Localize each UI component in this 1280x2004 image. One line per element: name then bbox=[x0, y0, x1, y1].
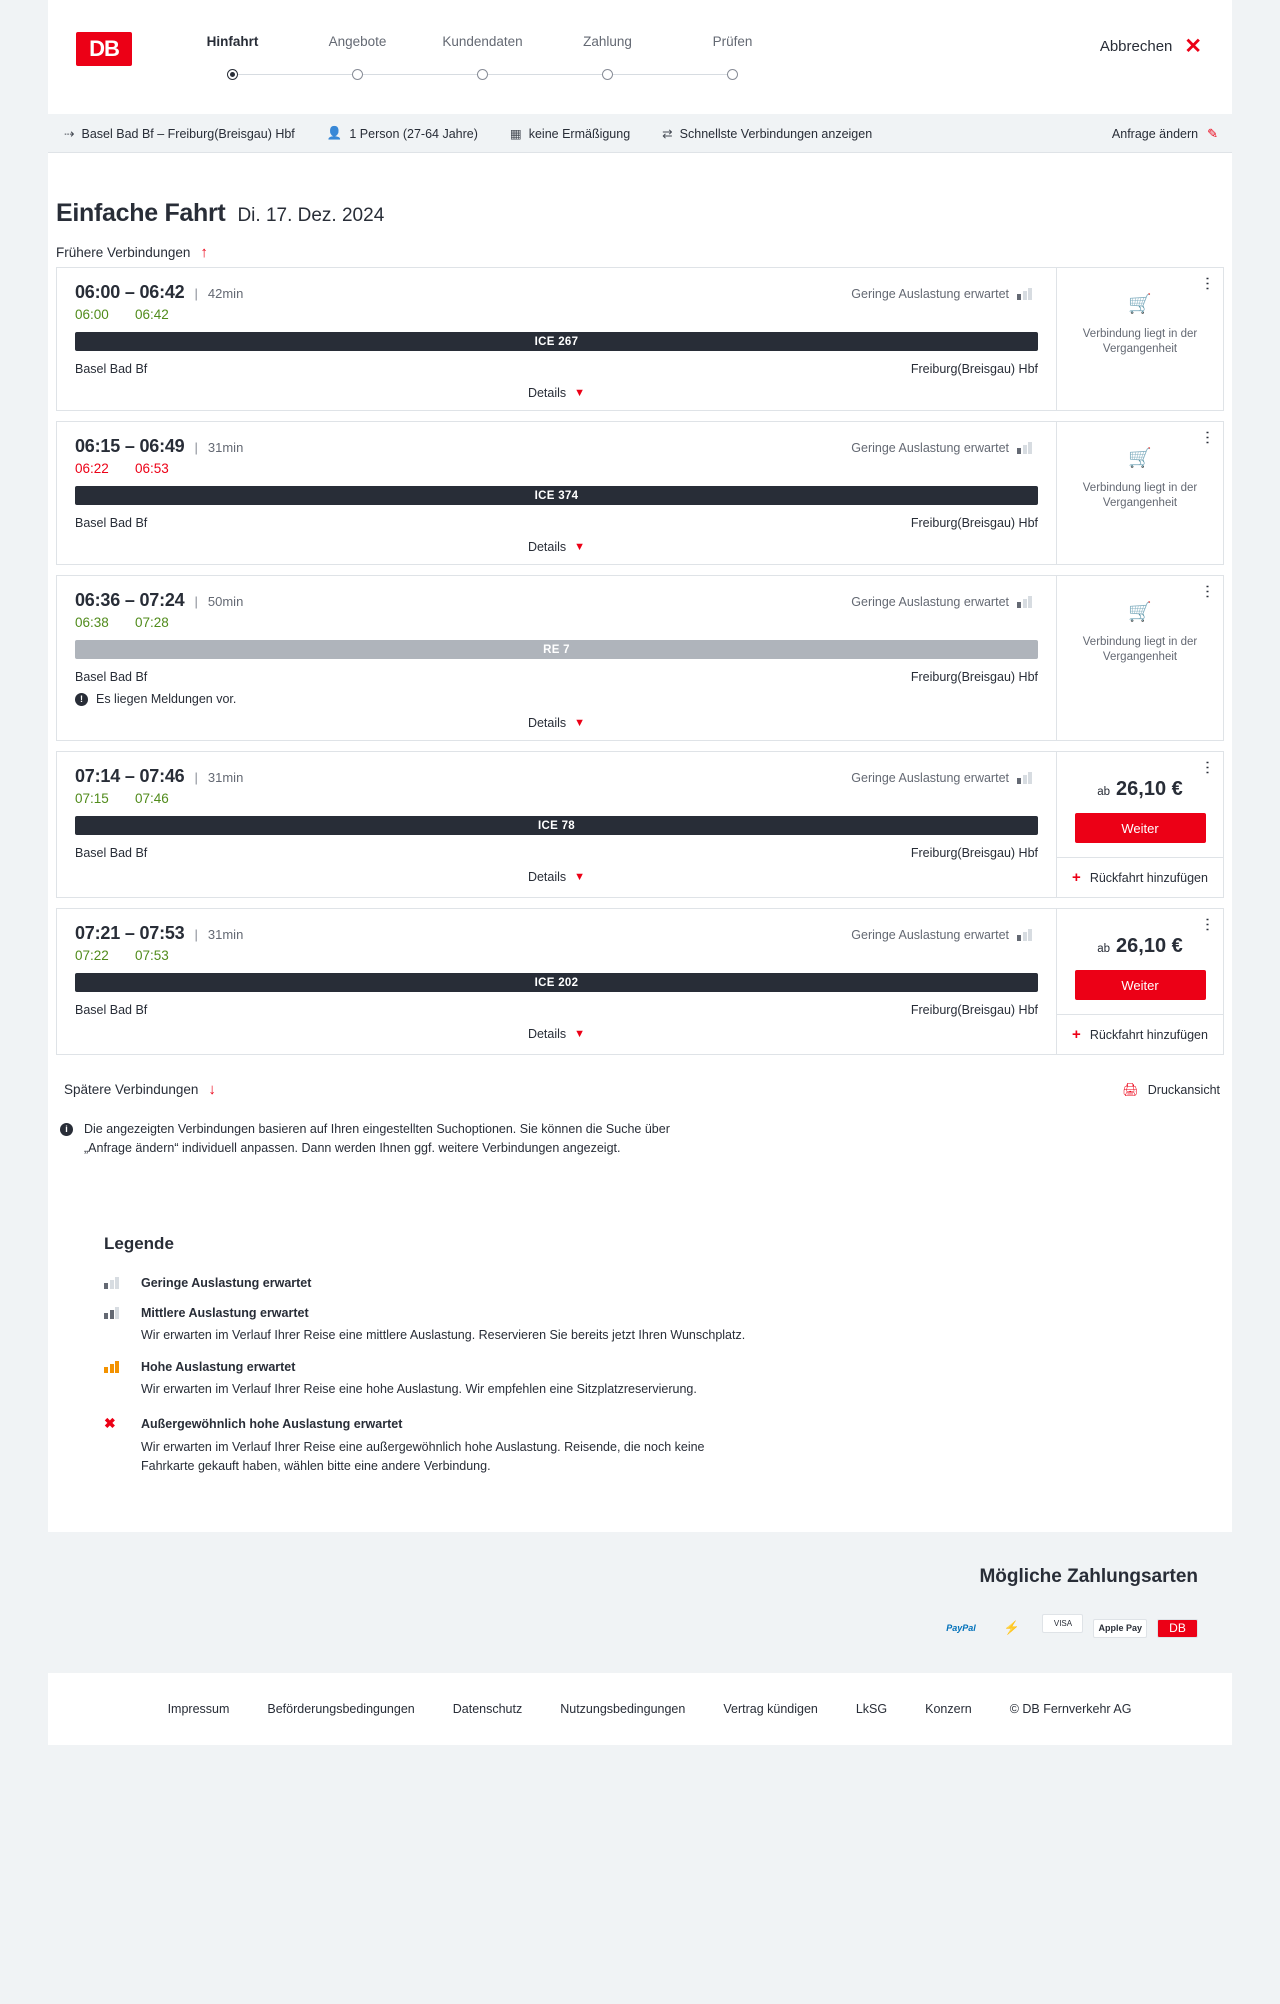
add-return-label: Rückfahrt hinzufügen bbox=[1089, 1027, 1208, 1042]
payment-title: Mögliche Zahlungsarten bbox=[979, 1565, 1198, 1587]
step-dot[interactable] bbox=[227, 69, 238, 80]
arrow-down-icon: ↓ bbox=[208, 1081, 216, 1098]
from-station: Basel Bad Bf bbox=[75, 846, 148, 860]
separator: | bbox=[194, 770, 198, 785]
db-payment-icon: DB bbox=[1157, 1619, 1198, 1638]
to-station: Freiburg(Breisgau) Hbf bbox=[910, 1003, 1038, 1017]
past-connection-text: Verbindung liegt in der Vergangenheit bbox=[1082, 481, 1198, 510]
print-view-label: Druckansicht bbox=[1147, 1082, 1220, 1097]
stations bbox=[75, 1003, 1038, 1017]
step-dot[interactable] bbox=[727, 69, 738, 80]
connection-action-panel bbox=[1056, 752, 1223, 897]
occupancy-bars-icon bbox=[1017, 442, 1038, 454]
occupancy-low-icon bbox=[104, 1277, 125, 1289]
sort-icon: ⇄ bbox=[662, 127, 673, 141]
step-2[interactable] bbox=[295, 34, 420, 89]
separator: | bbox=[194, 594, 198, 609]
add-return-label: Rückfahrt hinzufügen bbox=[1089, 870, 1208, 885]
legend-item-head bbox=[104, 1415, 1232, 1432]
connection-details bbox=[57, 422, 1056, 564]
from-station: Basel Bad Bf bbox=[75, 1003, 148, 1017]
occupancy-bars-icon bbox=[1017, 929, 1038, 941]
step-dot-wrap bbox=[670, 59, 795, 89]
cart-disabled-icon: 🛒 bbox=[1128, 294, 1152, 315]
db-logo[interactable]: DB bbox=[76, 32, 132, 66]
occupancy-label: Geringe Auslastung erwartet bbox=[851, 928, 1009, 942]
connection-details bbox=[57, 268, 1056, 410]
step-label: Prüfen bbox=[712, 34, 753, 49]
travel-date: Di. 17. Dez. 2024 bbox=[237, 205, 385, 226]
actual-times bbox=[75, 948, 1038, 963]
legend-item-desc: Wir erwarten im Verlauf Ihrer Reise eine mittlere Auslastung. Reservieren Sie bereits jetzt Ihren Wunschplatz. bbox=[141, 1327, 746, 1342]
summary-travellers[interactable] bbox=[311, 126, 494, 141]
search-summary-bar bbox=[48, 115, 1232, 153]
footer-link-5[interactable]: Vertrag kündigen bbox=[723, 1701, 818, 1716]
sofort-icon: ⚡ bbox=[991, 1619, 1032, 1638]
add-return-button[interactable] bbox=[1057, 857, 1223, 897]
route-arrow-icon: ⇢ bbox=[64, 127, 75, 141]
price-amount: 26,10 € bbox=[1116, 935, 1183, 957]
results-heading bbox=[48, 153, 1232, 228]
departure-time: 06:00 bbox=[75, 307, 109, 322]
separator: | bbox=[194, 286, 198, 301]
more-options-icon[interactable]: ⋯ bbox=[1199, 917, 1216, 932]
connection-header bbox=[75, 766, 1038, 787]
edit-search-label: Anfrage ändern bbox=[1111, 126, 1199, 141]
time-range: 07:21 – 07:53 bbox=[75, 923, 185, 943]
checkout-stepper bbox=[170, 34, 795, 89]
cart-disabled-icon: 🛒 bbox=[1128, 602, 1152, 623]
past-connection-text: Verbindung liegt in der Vergangenheit bbox=[1082, 327, 1198, 356]
footer-link-2[interactable]: Beförderungsbedingungen bbox=[267, 1701, 415, 1716]
earlier-connections-label: Frühere Verbindungen bbox=[56, 245, 191, 260]
details-toggle[interactable] bbox=[75, 530, 1038, 556]
footer-links bbox=[149, 1702, 991, 1716]
details-label: Details bbox=[527, 716, 567, 730]
past-connection-note bbox=[1057, 592, 1223, 666]
legend-item-label: Hohe Auslastung erwartet bbox=[141, 1360, 296, 1375]
duration: 31min bbox=[207, 770, 244, 785]
occupancy-label: Geringe Auslastung erwartet bbox=[851, 441, 1009, 455]
details-toggle[interactable] bbox=[75, 1017, 1038, 1043]
footer-link-4[interactable]: Nutzungsbedingungen bbox=[560, 1701, 686, 1716]
continue-button[interactable]: Weiter bbox=[1075, 813, 1206, 843]
details-label: Details bbox=[527, 386, 567, 400]
footer-link-7[interactable]: Konzern bbox=[925, 1701, 972, 1716]
details-label: Details bbox=[527, 1027, 567, 1041]
separator: | bbox=[194, 927, 198, 942]
connection-action-panel bbox=[1056, 268, 1223, 410]
legend-title: Legende bbox=[104, 1233, 174, 1253]
summary-sorting-label: Schnellste Verbindungen anzeigen bbox=[679, 126, 873, 141]
occupancy-bars-icon bbox=[1017, 288, 1038, 300]
more-options-icon[interactable]: ⋯ bbox=[1199, 430, 1216, 445]
connection-header bbox=[75, 436, 1038, 457]
arrival-time: 06:42 bbox=[135, 307, 169, 322]
legend-item-label: Außergewöhnlich hohe Auslastung erwartet bbox=[141, 1416, 403, 1431]
actual-times bbox=[75, 461, 1038, 476]
later-connections-button[interactable] bbox=[56, 1065, 216, 1104]
past-connection-note bbox=[1057, 284, 1223, 358]
cart-disabled-icon: 🛒 bbox=[1128, 448, 1152, 469]
legend-item-desc: Wir erwarten im Verlauf Ihrer Reise eine hohe Auslastung. Wir empfehlen eine Sitzplatzreservierung. bbox=[141, 1382, 697, 1397]
cancel-label: Abbrechen bbox=[1099, 38, 1173, 55]
details-label: Details bbox=[527, 540, 567, 554]
page-footer bbox=[48, 1673, 1232, 1745]
duration: 50min bbox=[207, 594, 244, 609]
arrival-time: 06:53 bbox=[135, 461, 169, 476]
summary-travellers-label: 1 Person (27-64 Jahre) bbox=[349, 126, 478, 141]
card-icon: ▦ bbox=[509, 127, 522, 141]
connection-card[interactable] bbox=[56, 421, 1224, 565]
results-bottom-row bbox=[48, 1065, 1232, 1104]
past-connection-text: Verbindung liegt in der Vergangenheit bbox=[1082, 635, 1198, 664]
search-hint-text: Die angezeigten Verbindungen basieren auf Ihren eingestellten Suchoptionen. Sie können die Suche über „Anfrage ändern“ individuell anpassen. Dann werden Ihnen ggf. weitere Verbindungen angezeigt. bbox=[84, 1122, 670, 1155]
connection-details bbox=[57, 752, 1056, 897]
stations bbox=[75, 516, 1038, 530]
footer-link-1[interactable]: Impressum bbox=[167, 1701, 230, 1716]
details-label: Details bbox=[527, 870, 567, 884]
connection-card[interactable] bbox=[56, 575, 1224, 741]
connection-list bbox=[48, 267, 1232, 1055]
cancel-button[interactable] bbox=[1100, 36, 1202, 57]
train-badge[interactable]: ICE 267 bbox=[75, 332, 1038, 351]
legend-items bbox=[104, 1276, 1232, 1476]
occupancy bbox=[851, 441, 1038, 455]
step-dot[interactable] bbox=[352, 69, 363, 80]
continue-button[interactable]: Weiter bbox=[1075, 970, 1206, 1000]
earlier-connections-button[interactable] bbox=[48, 228, 1232, 267]
occupancy bbox=[851, 287, 1038, 301]
connection-header bbox=[75, 282, 1038, 303]
step-1[interactable] bbox=[170, 34, 295, 89]
step-label: Hinfahrt bbox=[206, 34, 259, 49]
details-toggle[interactable] bbox=[75, 706, 1038, 732]
footer-link-3[interactable]: Datenschutz bbox=[452, 1701, 523, 1716]
more-options-icon[interactable]: ⋯ bbox=[1199, 760, 1216, 775]
occupancy-bars-icon bbox=[1017, 596, 1038, 608]
departure-time: 07:15 bbox=[75, 791, 109, 806]
legend-item bbox=[104, 1306, 1232, 1345]
close-icon[interactable]: ✕ bbox=[1184, 35, 1202, 58]
legend-item bbox=[104, 1360, 1232, 1399]
summary-discount[interactable] bbox=[494, 126, 646, 141]
step-dot-wrap bbox=[170, 59, 295, 89]
departure-time: 06:38 bbox=[75, 615, 109, 630]
chevron-down-icon: ▼ bbox=[574, 1028, 586, 1040]
price-prefix: ab bbox=[1097, 786, 1111, 798]
occupancy-high-icon bbox=[104, 1361, 125, 1373]
chevron-down-icon: ▼ bbox=[574, 541, 586, 553]
stations bbox=[75, 670, 1038, 684]
plus-icon: + bbox=[1072, 1026, 1081, 1043]
info-icon: i bbox=[60, 1123, 73, 1136]
legend-section bbox=[48, 1190, 1232, 1532]
legend-item-label: Mittlere Auslastung erwartet bbox=[141, 1305, 309, 1320]
creditcard-icon: VISA bbox=[1042, 1614, 1083, 1633]
arrow-up-icon: ↑ bbox=[200, 244, 208, 261]
time-range: 06:36 – 07:24 bbox=[75, 590, 185, 610]
step-dot-wrap bbox=[420, 59, 545, 89]
occupancy bbox=[851, 771, 1038, 785]
time-range: 07:14 – 07:46 bbox=[75, 766, 185, 786]
results-main bbox=[48, 153, 1232, 1190]
legend-item-head bbox=[104, 1306, 1232, 1320]
price-prefix: ab bbox=[1097, 943, 1111, 955]
departure-time: 06:22 bbox=[75, 461, 109, 476]
stations bbox=[75, 362, 1038, 376]
occupancy-label: Geringe Auslastung erwartet bbox=[851, 287, 1009, 301]
legend-item-label: Geringe Auslastung erwartet bbox=[141, 1275, 312, 1290]
details-toggle[interactable] bbox=[75, 376, 1038, 402]
add-return-button[interactable] bbox=[1057, 1014, 1223, 1054]
service-message-text: Es liegen Meldungen vor. bbox=[96, 692, 237, 706]
past-connection-note bbox=[1057, 438, 1223, 512]
chevron-down-icon: ▼ bbox=[574, 717, 586, 729]
from-station: Basel Bad Bf bbox=[75, 516, 148, 530]
footer-link-6[interactable]: LkSG bbox=[855, 1701, 888, 1716]
more-options-icon[interactable]: ⋯ bbox=[1199, 584, 1216, 599]
legend-item bbox=[104, 1415, 1232, 1476]
duration: 31min bbox=[207, 927, 244, 942]
train-badge[interactable]: ICE 78 bbox=[75, 816, 1038, 835]
connection-action-panel bbox=[1056, 422, 1223, 564]
arrival-time: 07:53 bbox=[135, 948, 169, 963]
to-station: Freiburg(Breisgau) Hbf bbox=[910, 516, 1038, 530]
arrival-time: 07:28 bbox=[135, 615, 169, 630]
time-range: 06:00 – 06:42 bbox=[75, 282, 185, 302]
page-header bbox=[48, 0, 1232, 115]
legend-item-desc: Wir erwarten im Verlauf Ihrer Reise eine außergewöhnlich hohe Auslastung. Reisende, die noch keine Fahrkarte gekauft haben, wählen bitte eine andere Verbindung. bbox=[141, 1440, 705, 1473]
departure-time: 07:22 bbox=[75, 948, 109, 963]
occupancy bbox=[851, 595, 1038, 609]
occupancy-medium-icon bbox=[104, 1307, 125, 1319]
stations bbox=[75, 846, 1038, 860]
step-dot[interactable] bbox=[602, 69, 613, 80]
duration: 42min bbox=[207, 286, 244, 301]
summary-route[interactable] bbox=[48, 126, 311, 141]
later-connections-label: Spätere Verbindungen bbox=[64, 1082, 199, 1097]
step-3[interactable] bbox=[420, 34, 545, 89]
print-view-button[interactable] bbox=[1122, 1066, 1224, 1104]
duration: 31min bbox=[207, 440, 244, 455]
occupancy-label: Geringe Auslastung erwartet bbox=[851, 771, 1009, 785]
payment-icons bbox=[48, 1614, 1198, 1643]
applepay-icon: Apple Pay bbox=[1093, 1619, 1147, 1638]
legend-item-head bbox=[104, 1360, 1232, 1374]
actual-times bbox=[75, 615, 1038, 630]
summary-discount-label: keine Ermäßigung bbox=[528, 126, 631, 141]
chevron-down-icon: ▼ bbox=[574, 871, 586, 883]
step-label: Angebote bbox=[328, 34, 387, 49]
to-station: Freiburg(Breisgau) Hbf bbox=[910, 846, 1038, 860]
price-block bbox=[1097, 778, 1183, 801]
train-badge[interactable]: ICE 374 bbox=[75, 486, 1038, 505]
details-toggle[interactable] bbox=[75, 860, 1038, 886]
summary-sorting[interactable] bbox=[646, 126, 888, 141]
actual-times bbox=[75, 307, 1038, 322]
occupancy-veryhigh-icon: ✖ bbox=[104, 1415, 116, 1431]
connection-details bbox=[57, 576, 1056, 740]
actual-times bbox=[75, 791, 1038, 806]
connection-details bbox=[57, 909, 1056, 1054]
search-hint bbox=[48, 1104, 708, 1158]
separator: | bbox=[194, 440, 198, 455]
connection-action-panel bbox=[1056, 909, 1223, 1054]
step-5[interactable] bbox=[670, 34, 795, 89]
more-options-icon[interactable]: ⋯ bbox=[1199, 276, 1216, 291]
connection-action-panel bbox=[1056, 576, 1223, 740]
connection-card[interactable] bbox=[56, 908, 1224, 1055]
edit-search-button[interactable] bbox=[1112, 126, 1218, 142]
arrival-time: 07:46 bbox=[135, 791, 169, 806]
price-block bbox=[1097, 935, 1183, 958]
connection-header bbox=[75, 590, 1038, 611]
step-label: Zahlung bbox=[583, 34, 632, 49]
step-dot-wrap bbox=[545, 59, 670, 89]
connection-card[interactable] bbox=[56, 751, 1224, 898]
chevron-down-icon: ▼ bbox=[574, 387, 586, 399]
legend-item bbox=[104, 1276, 1232, 1290]
step-label: Kundendaten bbox=[442, 34, 523, 49]
step-dot[interactable] bbox=[477, 69, 488, 80]
from-station: Basel Bad Bf bbox=[75, 362, 148, 376]
page-title: Einfache Fahrt bbox=[56, 199, 226, 227]
train-badge[interactable]: RE 7 bbox=[75, 640, 1038, 659]
from-station: Basel Bad Bf bbox=[75, 670, 148, 684]
service-message[interactable] bbox=[75, 692, 1038, 706]
occupancy-label: Geringe Auslastung erwartet bbox=[851, 595, 1009, 609]
train-badge[interactable]: ICE 202 bbox=[75, 973, 1038, 992]
step-dot-wrap bbox=[295, 59, 420, 89]
time-range: 06:15 – 06:49 bbox=[75, 436, 185, 456]
step-4[interactable] bbox=[545, 34, 670, 89]
connection-header bbox=[75, 923, 1038, 944]
to-station: Freiburg(Breisgau) Hbf bbox=[910, 670, 1038, 684]
printer-icon: 🖨 bbox=[1122, 1081, 1139, 1097]
warning-icon: ! bbox=[75, 693, 88, 706]
plus-icon: + bbox=[1072, 869, 1081, 886]
pencil-icon[interactable]: ✎ bbox=[1207, 125, 1218, 141]
person-icon: 👤 bbox=[326, 126, 343, 140]
connection-card[interactable] bbox=[56, 267, 1224, 411]
copyright: © DB Fernverkehr AG bbox=[1009, 1701, 1132, 1716]
price-amount: 26,10 € bbox=[1116, 778, 1183, 800]
summary-route-label: Basel Bad Bf – Freiburg(Breisgau) Hbf bbox=[81, 126, 295, 141]
payment-methods-section bbox=[48, 1532, 1232, 1673]
to-station: Freiburg(Breisgau) Hbf bbox=[910, 362, 1038, 376]
occupancy bbox=[851, 928, 1038, 942]
occupancy-bars-icon bbox=[1017, 772, 1038, 784]
legend-item-head bbox=[104, 1276, 1232, 1290]
paypal-icon: PayPal bbox=[940, 1619, 981, 1638]
